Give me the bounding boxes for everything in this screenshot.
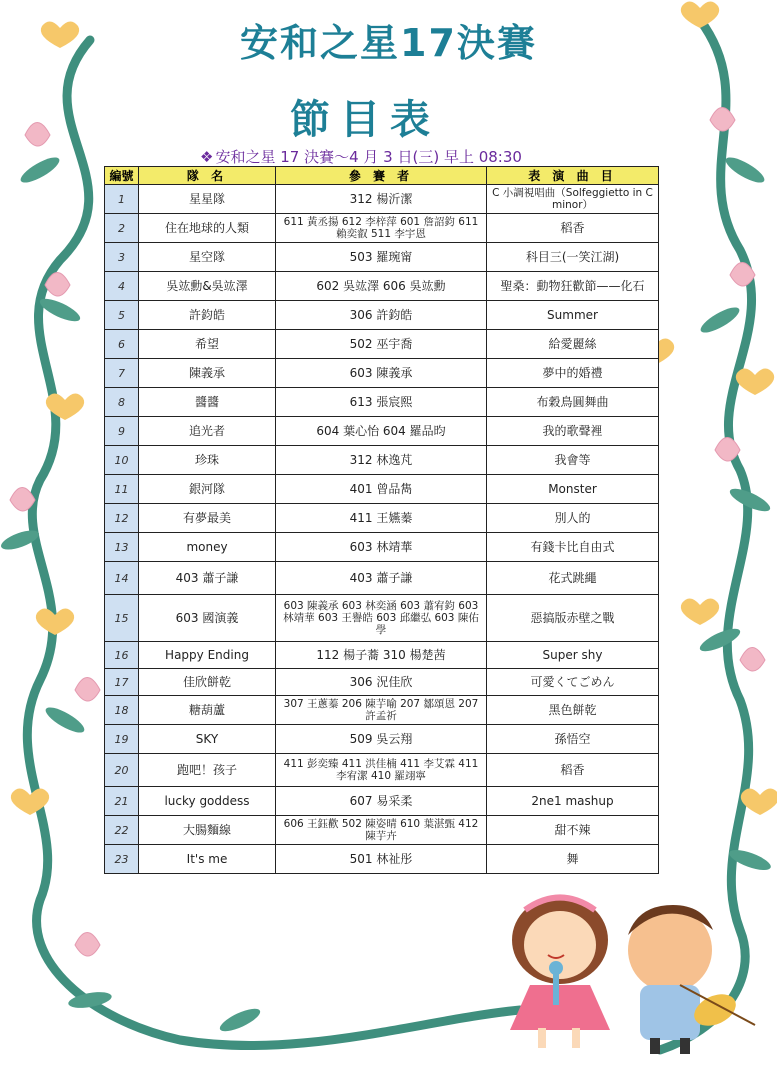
song-title: 甜不辣 <box>487 816 659 845</box>
song-title: 聖桑：動物狂歡節——化石 <box>487 272 659 301</box>
row-number: 9 <box>105 417 139 446</box>
song-title: C 小調視唱曲（Solfeggietto in C minor） <box>487 185 659 214</box>
table-row <box>105 696 659 725</box>
table-row <box>105 388 659 417</box>
team-name: money <box>139 533 276 562</box>
song-title: Monster <box>487 475 659 504</box>
header-members: 參 賽 者 <box>276 167 487 185</box>
team-name: Happy Ending <box>139 642 276 669</box>
song-title: 惡搞版赤壁之戰 <box>487 595 659 642</box>
team-name: 糖葫蘆 <box>139 696 276 725</box>
members: 603 林靖華 <box>276 533 487 562</box>
row-number: 21 <box>105 787 139 816</box>
team-name: 希望 <box>139 330 276 359</box>
program-table <box>104 166 659 874</box>
table-row <box>105 533 659 562</box>
members: 604 葉心怡 604 羅品昀 <box>276 417 487 446</box>
table-row <box>105 816 659 845</box>
team-name: It's me <box>139 845 276 874</box>
table-row <box>105 475 659 504</box>
song-title: 舞 <box>487 845 659 874</box>
event-info-text: 安和之星 17 決賽～4 月 3 日(三) 早上 08:30 <box>215 148 522 166</box>
row-number: 5 <box>105 301 139 330</box>
song-title: 我的歌聲裡 <box>487 417 659 446</box>
row-number: 13 <box>105 533 139 562</box>
song-title: Super shy <box>487 642 659 669</box>
row-number: 16 <box>105 642 139 669</box>
song-title: 布穀鳥圓舞曲 <box>487 388 659 417</box>
members: 602 吳竑澤 606 吳竑勳 <box>276 272 487 301</box>
row-number: 1 <box>105 185 139 214</box>
header-number: 編號 <box>105 167 139 185</box>
team-name: 星星隊 <box>139 185 276 214</box>
song-title: 科目三(一笑江湖) <box>487 243 659 272</box>
table-row <box>105 725 659 754</box>
members: 312 林逸芃 <box>276 446 487 475</box>
song-title: 可愛くてごめん <box>487 669 659 696</box>
members: 403 蕭子謙 <box>276 562 487 595</box>
song-title: 有錢卡比自由式 <box>487 533 659 562</box>
members: 613 張宸熙 <box>276 388 487 417</box>
row-number: 12 <box>105 504 139 533</box>
header-team: 隊 名 <box>139 167 276 185</box>
members: 411 彭奕臻 411 洪佳楠 411 李艾霖 411 李宥潔 410 羅翊寧 <box>276 754 487 787</box>
team-name: 銀河隊 <box>139 475 276 504</box>
song-title: 稻香 <box>487 754 659 787</box>
table-row <box>105 185 659 214</box>
event-info <box>200 146 522 167</box>
team-name: 403 蕭子謙 <box>139 562 276 595</box>
team-name: 珍珠 <box>139 446 276 475</box>
song-title: 給愛麗絲 <box>487 330 659 359</box>
row-number: 3 <box>105 243 139 272</box>
table-row <box>105 330 659 359</box>
row-number: 19 <box>105 725 139 754</box>
members: 307 王蔥蓁 206 陳芋喻 207 鄒頌恩 207 許孟祈 <box>276 696 487 725</box>
row-number: 15 <box>105 595 139 642</box>
team-name: 吳竑勳&吳竑澤 <box>139 272 276 301</box>
members: 306 許鈞皓 <box>276 301 487 330</box>
table-row <box>105 562 659 595</box>
members: 611 黃丞揚 612 李梓萍 601 詹詔鈞 611 賴奕叡 511 李宇恩 <box>276 214 487 243</box>
table-row <box>105 754 659 787</box>
members: 509 吳云翔 <box>276 725 487 754</box>
members: 603 陳義承 603 林奕涵 603 蕭宥鈞 603 林靖華 603 王譽皓 603 邱繼弘 603 陳佑學 <box>276 595 487 642</box>
row-number: 14 <box>105 562 139 595</box>
team-name: 603 國演義 <box>139 595 276 642</box>
row-number: 2 <box>105 214 139 243</box>
members: 603 陳義承 <box>276 359 487 388</box>
row-number: 6 <box>105 330 139 359</box>
row-number: 8 <box>105 388 139 417</box>
singing-girl-illustration <box>510 896 610 1048</box>
song-title: 別人的 <box>487 504 659 533</box>
members: 502 巫宇喬 <box>276 330 487 359</box>
team-name: 有夢最美 <box>139 504 276 533</box>
team-name: 許鈞皓 <box>139 301 276 330</box>
team-name: 醬醬 <box>139 388 276 417</box>
team-name: 陳義承 <box>139 359 276 388</box>
team-name: 佳欣餅乾 <box>139 669 276 696</box>
members: 306 況佳欣 <box>276 669 487 696</box>
team-name: 星空隊 <box>139 243 276 272</box>
row-number: 17 <box>105 669 139 696</box>
table-row <box>105 595 659 642</box>
table-row <box>105 642 659 669</box>
members: 411 王嬿蓁 <box>276 504 487 533</box>
team-name: 大腸麵線 <box>139 816 276 845</box>
team-name: 跑吧！孩子 <box>139 754 276 787</box>
members: 112 楊子蕎 310 楊楚茜 <box>276 642 487 669</box>
song-title: 稻香 <box>487 214 659 243</box>
table-row <box>105 787 659 816</box>
table-row <box>105 417 659 446</box>
team-name: lucky goddess <box>139 787 276 816</box>
table-row <box>105 845 659 874</box>
row-number: 22 <box>105 816 139 845</box>
members: 312 楊沂潔 <box>276 185 487 214</box>
song-title: 2ne1 mashup <box>487 787 659 816</box>
song-title: 花式跳繩 <box>487 562 659 595</box>
program-heading: 節目表 <box>290 97 440 143</box>
team-name: 追光者 <box>139 417 276 446</box>
team-name: 住在地球的人類 <box>139 214 276 243</box>
table-row <box>105 214 659 243</box>
row-number: 20 <box>105 754 139 787</box>
table-row <box>105 669 659 696</box>
members: 501 林祉彤 <box>276 845 487 874</box>
table-row <box>105 446 659 475</box>
team-name: SKY <box>139 725 276 754</box>
song-title: 夢中的婚禮 <box>487 359 659 388</box>
page-title: 安和之星17決賽 <box>240 21 537 65</box>
song-title: Summer <box>487 301 659 330</box>
table-row <box>105 359 659 388</box>
table-header-row <box>105 167 659 185</box>
members: 606 王鈺歡 502 陳姿晴 610 葉湛甄 412 陳芋卉 <box>276 816 487 845</box>
song-title: 孫悟空 <box>487 725 659 754</box>
table-row <box>105 272 659 301</box>
row-number: 23 <box>105 845 139 874</box>
row-number: 10 <box>105 446 139 475</box>
members: 503 羅琬甯 <box>276 243 487 272</box>
row-number: 18 <box>105 696 139 725</box>
row-number: 4 <box>105 272 139 301</box>
table-row <box>105 243 659 272</box>
song-title: 黑色餅乾 <box>487 696 659 725</box>
row-number: 11 <box>105 475 139 504</box>
members: 607 易采柔 <box>276 787 487 816</box>
diamond-bullet-icon: ❖ <box>200 148 214 166</box>
header-song: 表 演 曲 目 <box>487 167 659 185</box>
row-number: 7 <box>105 359 139 388</box>
song-title: 我會等 <box>487 446 659 475</box>
table-row <box>105 504 659 533</box>
table-row <box>105 301 659 330</box>
members: 401 曾品雋 <box>276 475 487 504</box>
